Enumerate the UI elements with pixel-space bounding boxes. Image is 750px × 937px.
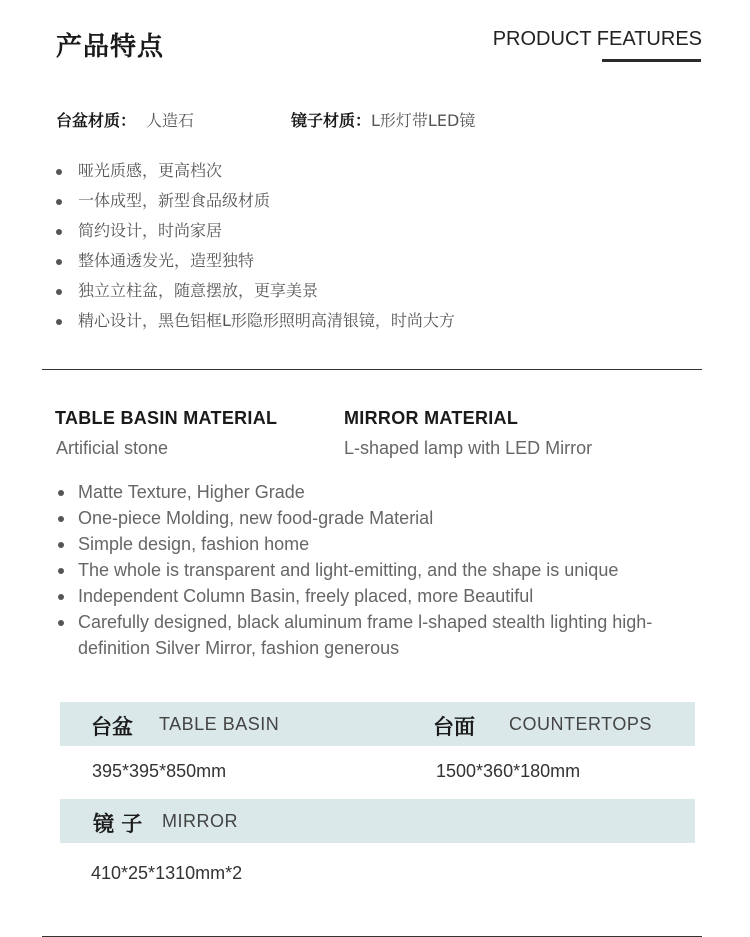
spec-counter-label-en: COUNTERTOPS [509, 714, 652, 734]
spec-basin-label-en: TABLE BASIN [159, 714, 280, 734]
features-list-en [56, 479, 656, 661]
mirror-material-label: 镜子材质： [291, 111, 372, 130]
list-item: 哑光质感，更高档次 [56, 156, 455, 186]
basin-material-value: 人造石 [146, 111, 195, 130]
basin-material-heading-en: TABLE BASIN MATERIAL [55, 408, 278, 428]
spec-mirror-label-en: MIRROR [162, 811, 238, 831]
mirror-material-cn [291, 108, 475, 131]
list-item: 独立立柱盆，随意摆放，更享美景 [56, 276, 455, 306]
list-item: Simple design, fashion home [56, 531, 656, 557]
features-list-cn [56, 156, 455, 336]
spec-basin-value: 395*395*850mm [92, 761, 227, 781]
basin-material-cn [56, 108, 194, 131]
spec-counter-value: 1500*360*180mm [436, 761, 581, 781]
basin-material-label: 台盆材质： [56, 111, 137, 130]
mirror-material-value: L形灯带LED镜 [371, 111, 476, 130]
list-item: Matte Texture, Higher Grade [56, 479, 656, 505]
list-item: 整体通透发光，造型独特 [56, 246, 455, 276]
mirror-material-value-en: L-shaped lamp with LED Mirror [344, 438, 593, 458]
spec-basin-label-cn: 台盆 [91, 715, 133, 739]
list-item: Carefully designed, black aluminum frame l-shaped stealth lighting high-definition Silver Mirror, fashion generous [56, 609, 656, 661]
spec-band-mirror [60, 799, 695, 843]
spec-mirror-label-cn: 镜 子 [93, 812, 143, 836]
section-divider [42, 369, 702, 370]
spec-mirror-value: 410*25*1310mm*2 [91, 863, 243, 883]
title-underline [602, 59, 701, 62]
list-item: 一体成型，新型食品级材质 [56, 186, 455, 216]
spec-counter-label-cn: 台面 [433, 715, 475, 739]
mirror-material-heading-en: MIRROR MATERIAL [344, 408, 519, 428]
list-item: The whole is transparent and light-emitting, and the shape is unique [56, 557, 656, 583]
list-item: One-piece Molding, new food-grade Material [56, 505, 656, 531]
page-title-en: PRODUCT FEATURES [492, 28, 702, 50]
list-item: Independent Column Basin, freely placed, more Beautiful [56, 583, 656, 609]
list-item: 简约设计，时尚家居 [56, 216, 455, 246]
basin-material-value-en: Artificial stone [56, 438, 169, 458]
list-item: 精心设计，黑色铝框L形隐形照明高清银镜，时尚大方 [56, 306, 455, 336]
page-title-cn: 产品特点 [56, 32, 165, 62]
